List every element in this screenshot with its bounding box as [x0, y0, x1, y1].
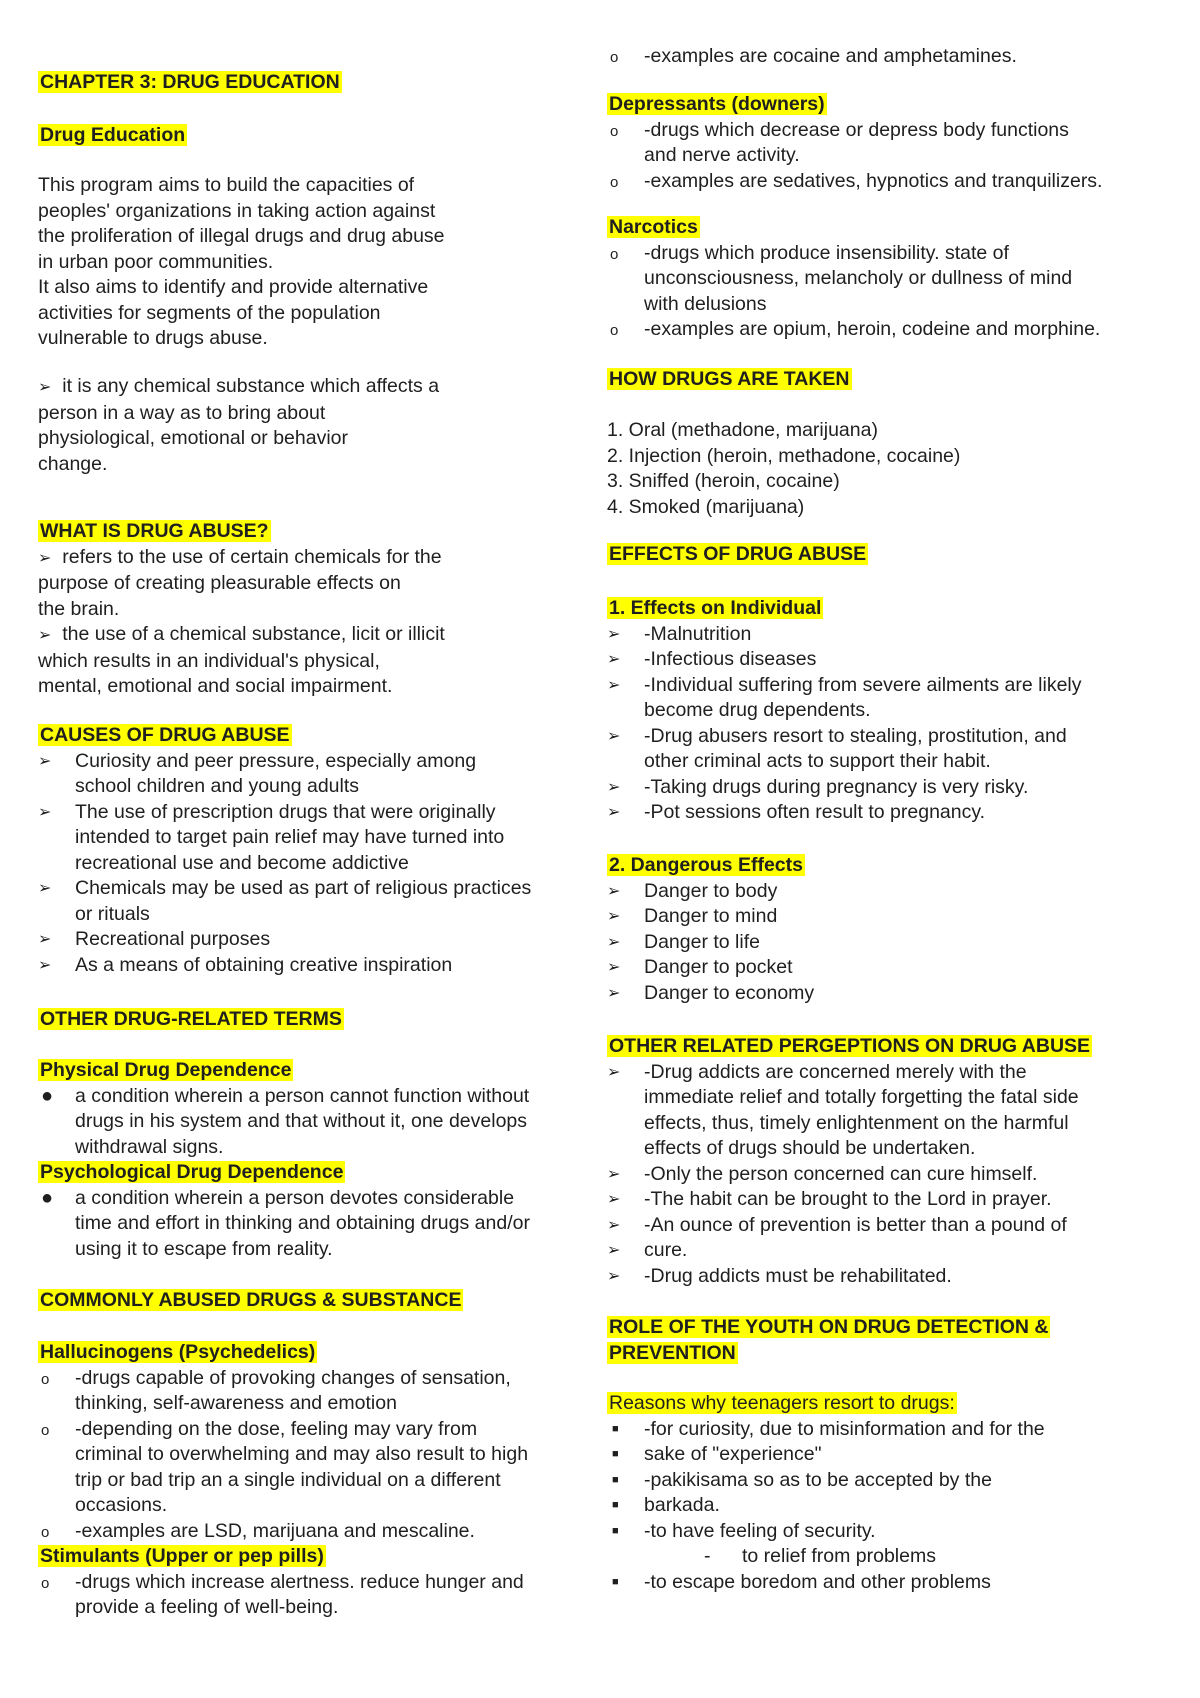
list-item: o -examples are cocaine and amphetamines.	[607, 44, 1182, 70]
list-item: o -examples are LSD, marijuana and mescaline.	[38, 1519, 608, 1545]
circle-bullet-icon: o	[610, 245, 619, 263]
reasons-section	[607, 1391, 1182, 1595]
role-heading-line: ROLE OF THE YOUTH ON DRUG DETECTION &	[609, 1316, 1049, 1338]
stimulants-example-block	[607, 44, 1182, 70]
hallucinogens-section	[38, 1340, 608, 1621]
circle-bullet-icon: o	[41, 1574, 50, 1592]
list-item: ■ -to have feeling of security.	[607, 1519, 1182, 1545]
sub-list-item: - to relief from problems	[607, 1544, 1182, 1570]
list-item: ➢ Recreational purposes	[38, 927, 608, 953]
causes-heading: CAUSES OF DRUG ABUSE	[40, 724, 290, 746]
terms-heading-block	[38, 1007, 608, 1033]
perceptions-section	[607, 1034, 1182, 1289]
arrow-bullet-icon: ➢	[38, 880, 52, 897]
list-item: ➢ Chemicals may be used as part of religious practices or rituals	[38, 877, 532, 925]
list-item: ➢ -Taking drugs during pregnancy is very risky.	[607, 775, 1182, 801]
circle-bullet-icon: o	[41, 1523, 50, 1541]
intro-line: It also aims to identify and provide alternative	[38, 276, 429, 298]
what-is-line: purpose of creating pleasurable effects on	[38, 572, 401, 594]
depressants-section	[607, 92, 1182, 194]
list-item: ➢ -Infectious diseases	[607, 647, 1182, 673]
hallucinogens-heading: Hallucinogens (Psychedelics)	[40, 1341, 316, 1363]
arrow-bullet-icon: ➢	[607, 1267, 621, 1285]
list-item: ➢ -Malnutrition	[607, 622, 1182, 648]
arrow-bullet-icon: ➢	[607, 804, 621, 821]
list-item: o -drugs which increase alertness. reduce hunger and provide a feeling of well-being.	[41, 1570, 524, 1618]
arrow-bullet-icon: ➢	[607, 1242, 621, 1259]
drug-education-heading-block	[38, 123, 608, 149]
arrow-bullet-icon: ➢	[607, 959, 621, 976]
disc-bullet-icon: ●	[41, 1084, 54, 1107]
list-item: ■ -pakikisama so as to be accepted by the	[607, 1468, 1182, 1494]
list-item: 1. Oral (methadone, marijuana)	[607, 419, 878, 441]
list-item: ➢ -Drug addicts must be rehabilitated.	[607, 1264, 1182, 1290]
reasons-heading: Reasons why teenagers resort to drugs:	[609, 1392, 955, 1414]
depressants-heading: Depressants (downers)	[609, 93, 825, 115]
list-item: ➢ -Individual suffering from severe ailments are likely become drug dependents.	[607, 673, 1082, 721]
square-bullet-icon: ■	[612, 1422, 619, 1435]
what-is-line: refers to the use of certain chemicals for the	[62, 545, 442, 568]
arrow-bullet-icon: ➢	[607, 1191, 621, 1208]
list-item: ➢ -An ounce of prevention is better than a pound of	[607, 1213, 1182, 1239]
definition-line: physiological, emotional or behavior	[38, 427, 349, 449]
list-item: ■ -for curiosity, due to misinformation and for the	[607, 1417, 1182, 1443]
square-bullet-icon: ■	[612, 1524, 619, 1537]
list-item: o -depending on the dose, feeling may vary from criminal to overwhelming and may also result to high trip or bad trip an a single individual on a different occasions.	[41, 1417, 529, 1516]
arrow-bullet-icon: ➢	[38, 627, 52, 644]
arrow-bullet-icon: ➢	[38, 752, 52, 770]
square-bullet-icon: ■	[612, 1473, 619, 1486]
how-drugs-taken-heading: HOW DRUGS ARE TAKEN	[609, 368, 850, 390]
list-item: ➢ Danger to life	[607, 930, 1182, 956]
arrow-bullet-icon: ➢	[607, 933, 621, 951]
intro-paragraph	[38, 173, 608, 352]
chapter-title: CHAPTER 3: DRUG EDUCATION	[40, 71, 340, 93]
list-item: ➢ Danger to economy	[607, 981, 1182, 1007]
intro-line: in urban poor communities.	[38, 250, 274, 273]
circle-bullet-icon: o	[610, 173, 619, 191]
arrow-bullet-icon: ➢	[607, 984, 621, 1002]
list-item: ➢ -Only the person concerned can cure himself.	[607, 1162, 1182, 1188]
what-is-line: the brain.	[38, 597, 120, 620]
list-item: ➢ -Pot sessions often result to pregnancy.	[607, 800, 1182, 826]
list-item: ➢ As a means of obtaining creative inspiration	[38, 953, 608, 979]
arrow-bullet-icon: ➢	[38, 549, 52, 567]
terms-heading: OTHER DRUG-RELATED TERMS	[40, 1008, 342, 1030]
list-item: o -examples are sedatives, hypnotics and tranquilizers.	[607, 169, 1182, 195]
individual-effects-section	[607, 596, 1182, 826]
how-list	[607, 418, 1182, 520]
arrow-bullet-icon: ➢	[607, 676, 621, 694]
circle-bullet-icon: o	[41, 1421, 50, 1439]
what-is-line: which results in an individual's physical,	[38, 649, 380, 672]
definition-line: change.	[38, 452, 108, 475]
list-item: 2. Injection (heroin, methadone, cocaine)	[607, 444, 961, 467]
what-is-line: the use of a chemical substance, licit or illicit	[62, 623, 445, 645]
effects-heading-block	[607, 542, 1182, 568]
role-heading-line: PREVENTION	[609, 1341, 736, 1364]
list-item: ➢ Danger to body	[607, 879, 1182, 905]
dangerous-effects-heading: 2. Dangerous Effects	[609, 854, 803, 876]
arrow-bullet-icon: ➢	[607, 1216, 621, 1234]
role-heading-block	[607, 1315, 1182, 1366]
circle-bullet-icon: o	[41, 1370, 50, 1388]
how-heading-block	[607, 367, 1182, 393]
square-bullet-icon: ■	[612, 1575, 619, 1588]
list-item: ➢ Danger to pocket	[607, 955, 1182, 981]
arrow-bullet-icon: ➢	[607, 1165, 621, 1183]
intro-line: the proliferation of illegal drugs and drug abuse	[38, 225, 445, 247]
list-item: ■ -to escape boredom and other problems	[607, 1570, 1182, 1596]
list-item: ● a condition wherein a person cannot function without drugs in his system and that without it, one develops withdrawal signs.	[41, 1084, 530, 1158]
individual-effects-heading: 1. Effects on Individual	[609, 597, 822, 619]
list-item: ➢ Danger to mind	[607, 904, 1182, 930]
what-is-section	[38, 519, 608, 700]
list-item: o -drugs which produce insensibility. state of unconsciousness, melancholy or dullness of mind with delusions	[610, 241, 1073, 315]
what-is-line: mental, emotional and social impairment.	[38, 675, 393, 697]
list-item: ➢ -The habit can be brought to the Lord in prayer.	[607, 1187, 1182, 1213]
dash-bullet-icon: -	[704, 1545, 711, 1567]
intro-line: activities for segments of the population	[38, 301, 381, 324]
list-item: ■ sake of "experience"	[607, 1442, 1182, 1468]
dangerous-effects-section	[607, 853, 1182, 1006]
list-item: ➢ -Drug abusers resort to stealing, prostitution, and other criminal acts to support their habit.	[607, 724, 1067, 772]
list-item: o -drugs capable of provoking changes of sensation, thinking, self-awareness and emotion	[41, 1366, 511, 1414]
arrow-bullet-icon: ➢	[607, 908, 621, 925]
list-item: ● a condition wherein a person devotes considerable time and effort in thinking and obtaining drugs and/or using it to escape from reality.	[41, 1186, 530, 1260]
arrow-bullet-icon: ➢	[607, 651, 621, 668]
arrow-bullet-icon: ➢	[607, 625, 621, 643]
list-item: 4. Smoked (marijuana)	[607, 495, 805, 518]
physical-dependence-heading: Physical Drug Dependence	[40, 1059, 292, 1081]
list-item: ➢ -Drug addicts are concerned merely with the immediate relief and totally forgetting the fatal side effects, thus, timely enlightenment on the harmful effects of drugs should be undertaken.	[607, 1060, 1079, 1159]
dependence-section	[38, 1058, 608, 1262]
arrow-bullet-icon: ➢	[38, 931, 52, 948]
intro-line: This program aims to build the capacities of	[38, 174, 415, 196]
circle-bullet-icon: o	[610, 122, 619, 140]
arrow-bullet-icon: ➢	[607, 778, 621, 796]
psychological-dependence-heading: Psychological Drug Dependence	[40, 1161, 344, 1183]
commonly-abused-heading: COMMONLY ABUSED DRUGS & SUBSTANCE	[40, 1289, 462, 1311]
effects-heading: EFFECTS OF DRUG ABUSE	[609, 543, 867, 565]
stimulants-heading: Stimulants (Upper or pep pills)	[40, 1545, 324, 1567]
drug-education-heading: Drug Education	[40, 124, 186, 146]
arrow-bullet-icon: ➢	[38, 956, 52, 974]
arrow-bullet-icon: ➢	[38, 379, 52, 396]
narcotics-section	[607, 215, 1182, 343]
list-item: ➢ cure.	[607, 1238, 1182, 1264]
arrow-bullet-icon: ➢	[607, 727, 621, 745]
list-item: 3. Sniffed (heroin, cocaine)	[607, 470, 840, 492]
definition-line: person in a way as to bring about	[38, 401, 326, 424]
arrow-bullet-icon: ➢	[38, 803, 52, 821]
list-item: ■ barkada.	[607, 1493, 1182, 1519]
circle-bullet-icon: o	[610, 49, 619, 66]
commonly-heading-block	[38, 1288, 608, 1314]
narcotics-heading: Narcotics	[609, 216, 698, 238]
list-item: o -drugs which decrease or depress body functions and nerve activity.	[610, 118, 1069, 166]
causes-section	[38, 723, 608, 978]
list-item: o -examples are opium, heroin, codeine and morphine.	[607, 317, 1182, 343]
list-item: ➢ The use of prescription drugs that were originally intended to target pain relief may have turned into recreational use and become addictive	[38, 800, 505, 874]
square-bullet-icon: ■	[612, 1499, 619, 1511]
circle-bullet-icon: o	[610, 322, 619, 339]
arrow-bullet-icon: ➢	[607, 1063, 621, 1081]
chapter-title-block	[38, 70, 608, 96]
intro-line: peoples' organizations in taking action against	[38, 199, 436, 222]
definition-line: it is any chemical substance which affects a	[62, 375, 440, 397]
arrow-bullet-icon: ➢	[607, 882, 621, 900]
definition-paragraph	[38, 374, 608, 477]
intro-line: vulnerable to drugs abuse.	[38, 327, 268, 349]
disc-bullet-icon: ●	[41, 1186, 54, 1209]
what-is-heading: WHAT IS DRUG ABUSE?	[40, 520, 269, 542]
square-bullet-icon: ■	[612, 1448, 619, 1460]
list-item: ➢ Curiosity and peer pressure, especially among school children and young adults	[38, 749, 477, 797]
perceptions-heading: OTHER RELATED PERGEPTIONS ON DRUG ABUSE	[609, 1035, 1091, 1057]
